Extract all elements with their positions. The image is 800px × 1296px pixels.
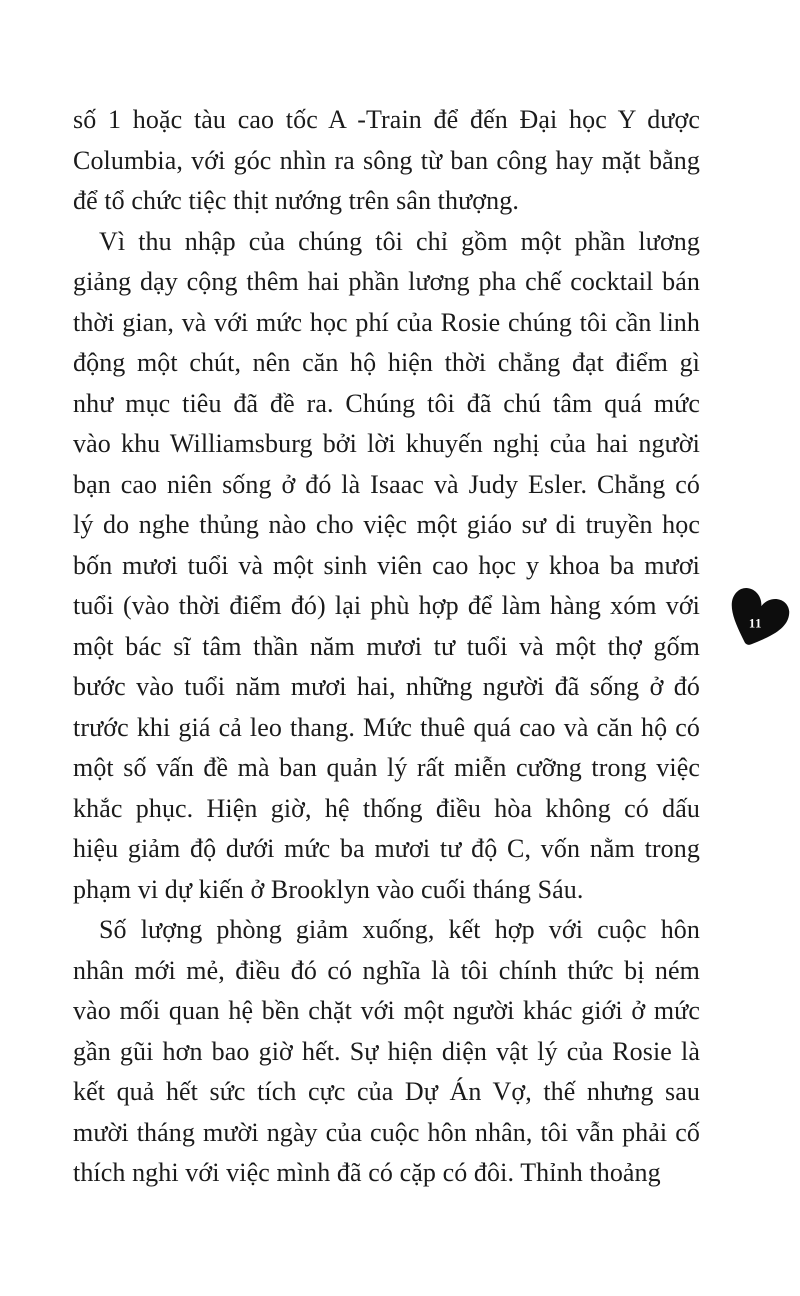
text-line: vào khu Williamsburg bởi lời khuyến nghị của hai người	[73, 429, 700, 458]
text-line: mười tháng mười ngày của cuộc hôn nhân, tôi vẫn phải cố	[73, 1117, 700, 1147]
paragraph	[73, 100, 700, 222]
text-line: thời gian, và với mức học phí của Rosie chúng tôi cần linh	[73, 307, 700, 337]
heart-icon	[720, 578, 794, 658]
text-line: trước khi giá cả leo thang. Mức thuê quá cao và căn hộ có	[73, 712, 700, 742]
paragraph	[73, 222, 700, 911]
text-line: để tổ chức tiệc thịt nướng trên sân thượng.	[73, 186, 519, 215]
text-line: động một chút, nên căn hộ hiện thời chẳng đạt điểm gì	[73, 348, 700, 377]
text-line: bốn mươi tuổi và một sinh viên cao học y khoa ba mươi	[73, 550, 700, 580]
body-text	[73, 100, 700, 1194]
text-line: số 1 hoặc tàu cao tốc A -Train để đến Đại học Y dược	[73, 105, 700, 134]
text-line: kết quả hết sức tích cực của Dự Án Vợ, thế nhưng sau	[73, 1077, 700, 1106]
text-line: hiệu giảm độ dưới mức ba mươi tư độ C, vốn nằm trong	[73, 834, 700, 863]
text-line: một bác sĩ tâm thần năm mươi tư tuổi và một thợ gốm	[73, 631, 700, 661]
paragraph	[73, 910, 700, 1194]
text-line: giảng dạy cộng thêm hai phần lương pha chế cocktail bán	[73, 267, 700, 296]
text-line: bước vào tuổi năm mươi hai, những người đã sống ở đó	[73, 672, 700, 701]
text-line: nhân mới mẻ, điều đó có nghĩa là tôi chính thức bị ném	[73, 955, 700, 985]
text-line: khắc phục. Hiện giờ, hệ thống điều hòa không có dấu	[73, 793, 700, 823]
text-line: bạn cao niên sống ở đó là Isaac và Judy Esler. Chẳng có	[73, 469, 700, 499]
text-line: lý do nghe thủng nào cho việc một giáo sư di truyền học	[73, 510, 700, 539]
text-line: Columbia, với góc nhìn ra sông từ ban công hay mặt bằng	[73, 145, 700, 175]
text-line: như mục tiêu đã đề ra. Chúng tôi đã chú tâm quá mức	[73, 388, 700, 418]
page-number: 11	[748, 616, 763, 631]
text-line: thích nghi với việc mình đã có cặp có đôi. Thỉnh thoảng	[73, 1158, 661, 1187]
text-line: Số lượng phòng giảm xuống, kết hợp với cuộc hôn	[99, 915, 700, 944]
text-line: phạm vi dự kiến ở Brooklyn vào cuối tháng Sáu.	[73, 874, 584, 904]
text-line: vào mối quan hệ bền chặt với một người khác giới ở mức	[73, 996, 700, 1025]
text-line: Vì thu nhập của chúng tôi chỉ gồm một phần lương	[99, 226, 700, 256]
text-line: gần gũi hơn bao giờ hết. Sự hiện diện vật lý của Rosie là	[73, 1036, 700, 1066]
text-line: tuổi (vào thời điểm đó) lại phù hợp để làm hàng xóm với	[73, 591, 700, 620]
text-line: một số vấn đề mà ban quản lý rất miễn cưỡng trong việc	[73, 753, 700, 782]
page-number-marker	[720, 578, 794, 658]
